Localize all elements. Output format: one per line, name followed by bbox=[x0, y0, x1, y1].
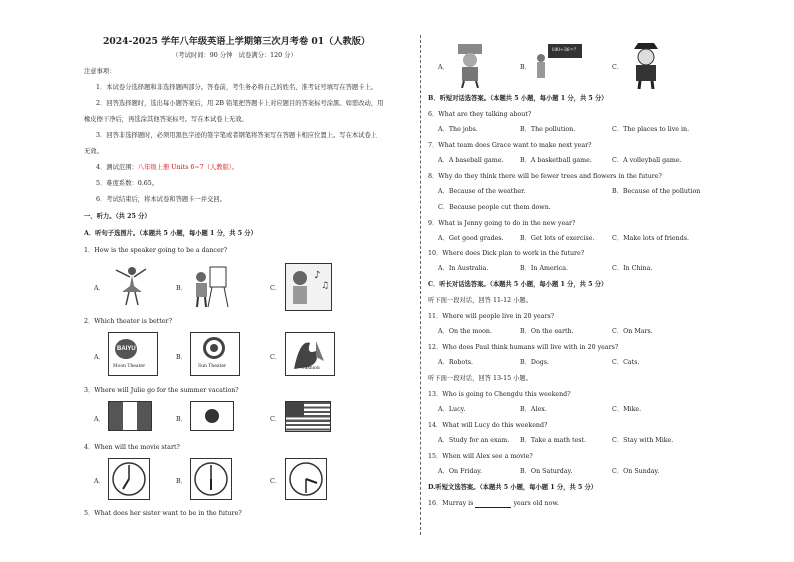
test-scope: 八年级上册 Units 6~7（人教版）。 bbox=[137, 164, 239, 171]
question-10: 10．Where does Dick plan to work in the future? bbox=[428, 250, 585, 257]
fashion-label: Fashion bbox=[302, 366, 320, 371]
q10-option-a: A．In Australia. bbox=[438, 265, 489, 272]
dialog-1-instruction: 听下面一段对话，回答 11-12 小题。 bbox=[428, 297, 533, 304]
page-subtitle: （考试时间：90 分钟 试卷满分：120 分） bbox=[172, 52, 297, 59]
moon-theater-label: Moon Theater bbox=[113, 364, 146, 369]
option-label-b: B． bbox=[176, 478, 187, 485]
option-label-b: B． bbox=[176, 416, 187, 423]
option-label-c: C． bbox=[270, 416, 282, 423]
question-12: 12．Who does Paul think humans will live with in 20 years? bbox=[428, 344, 619, 351]
question-13: 13．Who is going to Chengdu this weekend? bbox=[428, 391, 571, 398]
question-8: 8．Why do they think there will be fewer trees and flowers in the future? bbox=[428, 173, 662, 180]
q16-prefix: 16．Murray is bbox=[428, 500, 474, 507]
part-c-heading: C．听长对话选答案。（本题共 5 小题，每小题 1 分，共 5 分） bbox=[428, 281, 608, 288]
q15-option-a: A．On Friday. bbox=[438, 468, 482, 475]
note-2-cont: 橡皮擦干净后，再选涂其他答案标号。写在本试卷上无效。 bbox=[84, 116, 248, 123]
fashion-theater-image bbox=[285, 332, 335, 376]
q7-option-b: B．A basketball game. bbox=[520, 157, 592, 164]
math-teacher-image bbox=[534, 42, 584, 82]
question-7: 7．What team does Grace want to make next year? bbox=[428, 142, 592, 149]
q15-option-b: B．On Saturday. bbox=[520, 468, 573, 475]
police-officer-image bbox=[628, 39, 664, 89]
moon-theater-image bbox=[108, 332, 158, 376]
page-title: 2024-2025 学年八年级英语上学期第三次月考卷 01（人教版） bbox=[103, 36, 371, 47]
q13-option-b: B．Alex. bbox=[520, 406, 547, 413]
question-9: 9．What is Jenny going to do in the new year? bbox=[428, 220, 576, 227]
blackboard: 180÷36＝？ bbox=[548, 44, 582, 58]
question-1: 1．How is the speaker going to be a dancer? bbox=[84, 247, 228, 254]
right-column bbox=[422, 0, 794, 562]
ballerina-image bbox=[108, 264, 152, 306]
question-5: 5．What does her sister want to be in the future? bbox=[84, 510, 242, 517]
clock-seven-image bbox=[108, 458, 150, 500]
clock-six-image bbox=[190, 458, 232, 500]
option-label-c: C． bbox=[270, 285, 282, 292]
option-label-c: C． bbox=[612, 64, 624, 71]
q8-option-c: C．Because people cut them down. bbox=[438, 204, 551, 211]
q11-option-c: C．On Mars. bbox=[612, 328, 653, 335]
clock-seven-thirty-image bbox=[285, 458, 327, 500]
note-2: 2．回答选择题时，选出每小题答案后，用 2B 铅笔把答题卡上对应题目的答案标号涂黑。如需改动，用 bbox=[96, 100, 384, 107]
part-d-heading: D.听短文选答案。（本题共 5 小题，每小题 1 分，共 5 分） bbox=[428, 484, 598, 491]
question-3: 3．Where will Julie go for the summer vacation? bbox=[84, 387, 239, 394]
q12-option-c: C．Cats. bbox=[612, 359, 640, 366]
option-label-a: A． bbox=[94, 478, 105, 485]
part-a-heading: A．听句子选图片。（本题共 5 小题，每小题 1 分，共 5 分） bbox=[84, 230, 257, 237]
flag-japan-image bbox=[190, 401, 234, 431]
q13-option-a: A．Lucy. bbox=[438, 406, 466, 413]
option-label-a: A． bbox=[94, 285, 105, 292]
q8-option-a: A．Because of the weather. bbox=[438, 188, 526, 195]
option-label-a: A． bbox=[94, 416, 105, 423]
q6-option-c: C．The places to live in. bbox=[612, 126, 690, 133]
question-11: 11．Where will people live in 20 years? bbox=[428, 313, 555, 320]
notes-heading: 注意事项： bbox=[84, 68, 116, 75]
painter-image bbox=[190, 263, 230, 309]
q9-option-b: B．Get lots of exercise. bbox=[520, 235, 595, 242]
question-6: 6．What are they talking about? bbox=[428, 111, 532, 118]
question-2: 2．Which theater is better? bbox=[84, 318, 172, 325]
q7-option-a: A．A baseball game. bbox=[438, 157, 504, 164]
baiyu-logo-text: BAIYU bbox=[117, 346, 136, 352]
question-14: 14．What will Lucy do this weekend? bbox=[428, 422, 548, 429]
option-label-c: C． bbox=[270, 354, 282, 361]
note-4-label: 4．测试范围： bbox=[96, 164, 138, 171]
flag-italy-image bbox=[108, 401, 152, 431]
q6-option-b: B．The pollution. bbox=[520, 126, 576, 133]
dialog-2-instruction: 听下面一段对话，回答 13-15 小题。 bbox=[428, 375, 533, 382]
section-listening-heading: 一、听力。（共 25 分） bbox=[84, 213, 151, 220]
option-label-b: B． bbox=[176, 354, 187, 361]
q15-option-c: C．On Sunday. bbox=[612, 468, 660, 475]
q7-option-c: C．A volleyball game. bbox=[612, 157, 682, 164]
q8-option-b: B．Because of the pollution bbox=[612, 188, 701, 195]
q9-option-a: A．Get good grades. bbox=[438, 235, 504, 242]
q11-option-b: B．On the earth. bbox=[520, 328, 574, 335]
q14-option-b: B．Take a math test. bbox=[520, 437, 587, 444]
note-3-cont: 无效。 bbox=[84, 148, 103, 155]
q12-option-b: B．Dogs. bbox=[520, 359, 550, 366]
note-3: 3．回答非选择题时，必须用黑色字迹的签字笔或者钢笔将答案写在答题卡相应位置上。写在本试卷上 bbox=[96, 132, 378, 139]
option-label-a: A． bbox=[438, 64, 449, 71]
option-label-b: B． bbox=[520, 64, 531, 71]
option-label-b: B． bbox=[176, 285, 187, 292]
option-label-a: A． bbox=[94, 354, 105, 361]
q11-option-a: A．On the moon. bbox=[438, 328, 492, 335]
question-16 bbox=[428, 500, 559, 508]
option-label-c: C． bbox=[270, 478, 282, 485]
q14-option-a: A．Study for an exam. bbox=[438, 437, 510, 444]
note-4 bbox=[96, 164, 238, 172]
q13-option-c: C．Mike. bbox=[612, 406, 642, 413]
question-15: 15．When will Alex see a movie? bbox=[428, 453, 533, 460]
sun-theater-label: Sun Theater bbox=[198, 364, 227, 369]
svg-text:♪: ♪ bbox=[314, 270, 321, 281]
q10-option-c: C．In China. bbox=[612, 265, 653, 272]
sun-theater-image bbox=[190, 332, 240, 376]
q16-answer-blank[interactable] bbox=[475, 501, 511, 508]
flag-usa-image bbox=[285, 401, 331, 432]
q12-option-a: A．Robots. bbox=[438, 359, 473, 366]
svg-text:♫: ♫ bbox=[321, 281, 330, 291]
q9-option-c: C．Make lots of friends. bbox=[612, 235, 689, 242]
note-6: 6．考试结束后，将本试卷和答题卡一并交回。 bbox=[96, 196, 226, 203]
q16-suffix: years old now. bbox=[513, 500, 560, 507]
cook-image bbox=[452, 42, 492, 88]
part-b-heading: B．听短对话选答案。（本题共 5 小题，每小题 1 分，共 5 分） bbox=[428, 95, 608, 102]
q6-option-a: A．The jobs. bbox=[438, 126, 478, 133]
singer-image bbox=[285, 263, 332, 311]
note-1: 1．本试卷分选择题和非选择题两部分。答卷前，考生务必将自己的姓名、准考证号填写在答题卡上。 bbox=[96, 84, 378, 91]
question-4: 4．When will the movie start? bbox=[84, 444, 180, 451]
q10-option-b: B．In America. bbox=[520, 265, 569, 272]
column-divider bbox=[420, 35, 421, 535]
q14-option-c: C．Stay with Mike. bbox=[612, 437, 674, 444]
note-5: 5．难度系数：0.65。 bbox=[96, 180, 159, 187]
